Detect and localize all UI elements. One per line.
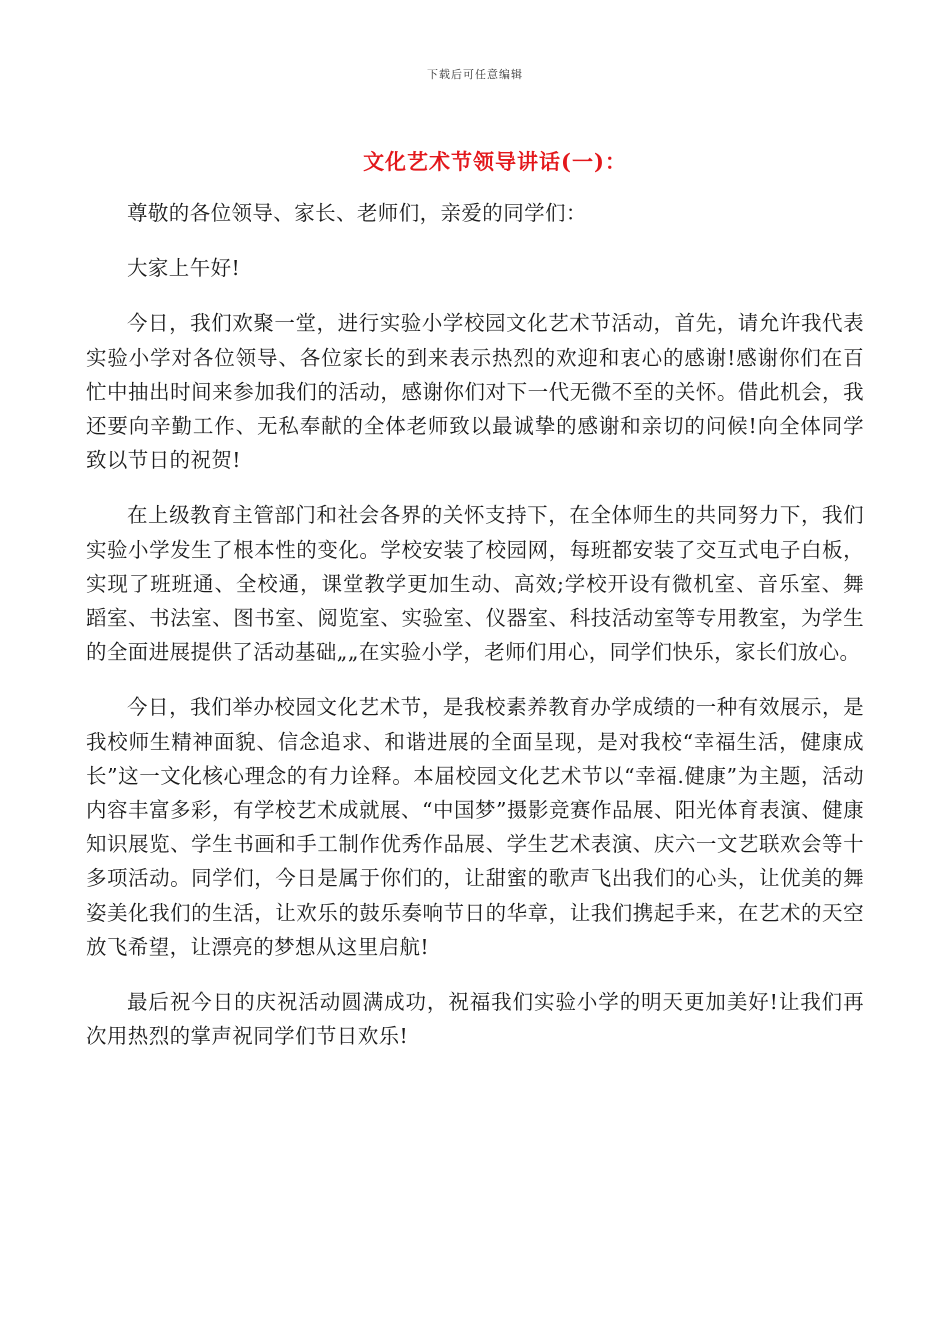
paragraph-closing: 最后祝今日的庆祝活动圆满成功，祝福我们实验小学的明天更加美好!让我们再次用热烈的掌声祝同学们节日欢乐! <box>86 990 864 1049</box>
document-body <box>86 196 864 1074</box>
paragraph-art-festival: 今日，我们举办校园文化艺术节，是我校素养教育办学成绩的一种有效展示，是我校师生精神面貌、信念追求、和谐进展的全面呈现，是对我校“幸福生活，健康成长”这一文化核心理念的有力诠释。本届校园文化艺术节以“幸福.健康”为主题，活动内容丰富多彩，有学校艺术成就展、“中国梦”摄影竞赛作品展、阳光体育表演、健康知识展览、学生书画和手工制作优秀作品展、学生艺术表演、庆六一文艺联欢会等十多项活动。同学们，今日是属于你们的，让甜蜜的歌声飞出我们的心头，让优美的舞姿美化我们的生活，让欢乐的鼓乐奏响节日的华章，让我们携起手来，在艺术的天空放飞希望，让漂亮的梦想从这里启航! <box>86 695 864 959</box>
paragraph-salutation: 尊敬的各位领导、家长、老师们，亲爱的同学们： <box>127 201 587 225</box>
document-title: 文化艺术节领导讲话(一)： <box>363 149 627 174</box>
paragraph-school-progress: 在上级教育主管部门和社会各界的关怀支持下，在全体师生的共同努力下，我们实验小学发生了根本性的变化。学校安装了校园网，每班都安装了交互式电子白板，实现了班班通、全校通，课堂教学更加生动、高效;学校开设有微机室、音乐室、舞蹈室、书法室、图书室、阅览室、实验室、仪器室、科技活动室等专用教室，为学生的全面进展提供了活动基础„„在实验小学，老师们用心，同学们快乐，家长们放心。 <box>86 503 864 665</box>
header-note: 下载后可任意编辑 <box>427 68 523 81</box>
paragraph-welcome: 今日，我们欢聚一堂，进行实验小学校园文化艺术节活动，首先，请允许我代表实验小学对各位领导、各位家长的到来表示热烈的欢迎和衷心的感谢!感谢你们在百忙中抽出时间来参加我们的活动，感谢你们对下一代无微不至的关怀。借此机会，我还要向辛勤工作、无私奉献的全体老师致以最诚挚的感谢和亲切的问候!向全体同学致以节日的祝贺! <box>86 311 864 473</box>
paragraph-greeting: 大家上午好! <box>127 256 241 281</box>
